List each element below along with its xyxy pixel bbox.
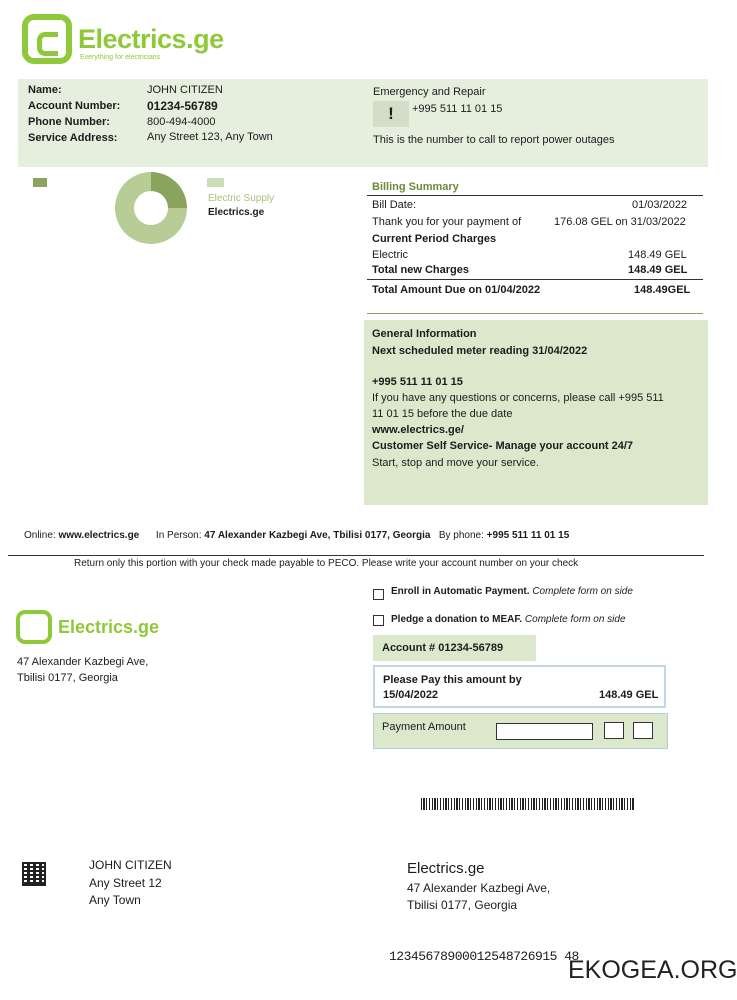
customer-name: JOHN CITIZEN (89, 858, 172, 872)
brand-logo-mark (22, 14, 72, 64)
return-notice: Return only this portion with your check made payable to PECO. Please write your account number on your check (74, 558, 579, 569)
electric-value: 148.49 GEL (628, 249, 687, 261)
emergency-note: This is the number to call to report power outages (373, 134, 615, 146)
autopay-label: Enroll in Automatic Payment. (391, 586, 530, 597)
payment-amount-input[interactable] (496, 723, 593, 740)
donation-checkbox[interactable] (373, 615, 384, 626)
pay-amount-value: 148.49 GEL (599, 689, 659, 701)
self-service: Customer Self Service- Manage your account 24/7 (372, 440, 634, 452)
account-number-value: 01234-56789 (147, 99, 218, 113)
payment-amount-label: Payment Amount (382, 721, 466, 733)
billing-summary-title: Billing Summary (372, 181, 459, 193)
emergency-title: Emergency and Repair (373, 86, 486, 98)
total-new-label: Total new Charges (372, 264, 469, 276)
general-website[interactable]: www.electrics.ge/ (372, 424, 464, 436)
payment-cents-box-2[interactable] (633, 722, 653, 739)
in-person-label: In Person: (155, 530, 202, 541)
service-address-value: Any Street 123, Any Town (147, 131, 273, 143)
stub-brand-name: Electrics.ge (58, 617, 160, 637)
brand-logo (22, 14, 222, 68)
online-label: Online: (24, 530, 56, 541)
customer-street: Any Street 12 (89, 876, 162, 890)
emergency-phone: +995 511 11 01 15 (412, 103, 503, 115)
service-address-label: Service Address: (28, 132, 118, 144)
stub-logo (16, 610, 176, 646)
stub-address-line2: Tbilisi 0177, Georgia (17, 672, 118, 684)
legend-swatch-light (207, 178, 224, 187)
payment-text: Thank you for your payment of (372, 216, 522, 228)
payment-cents-box-1[interactable] (604, 722, 624, 739)
autopay-note: Complete form on side (532, 586, 633, 597)
in-person-value: 47 Alexander Kazbegi Ave, Tbilisi 0177, Georgia (204, 530, 431, 541)
brand-tagline: Everything for electricians (80, 54, 161, 61)
qr-code (22, 862, 46, 886)
supply-provider: Electrics.ge (208, 207, 265, 218)
name-label: Name: (28, 84, 62, 96)
online-value[interactable]: www.electrics.ge (58, 530, 140, 541)
company-address-line1: 47 Alexander Kazbegi Ave, (407, 881, 551, 895)
watermark: EKOGEA.ORG (568, 956, 737, 984)
phone-number-value: 800-494-4000 (147, 116, 216, 128)
payment-value: 176.08 GEL on 31/03/2022 (554, 216, 686, 228)
by-phone-label: By phone: (438, 530, 484, 541)
supply-donut-chart (115, 172, 187, 244)
autopay-checkbox[interactable] (373, 589, 384, 600)
scan-line: 12345678900012548726915 48 (389, 949, 579, 964)
general-info-title: General Information (372, 328, 477, 340)
by-phone-value: +995 511 11 01 15 (486, 530, 570, 541)
exclamation-icon: ! (373, 101, 409, 127)
customer-town: Any Town (89, 893, 141, 907)
electric-label: Electric (372, 249, 409, 261)
company-address-line2: Tbilisi 0177, Georgia (407, 898, 518, 912)
donation-row (391, 614, 626, 625)
bill-date-label: Bill Date: (372, 199, 417, 211)
service-text: Start, stop and move your service. (372, 457, 539, 469)
donation-note: Complete form on side (524, 614, 626, 625)
stub-address-line1: 47 Alexander Kazbegi Ave, (17, 656, 149, 668)
pay-by-label-line2: 15/04/2022 (383, 689, 439, 701)
questions-line1: If you have any questions or concerns, please call +995 511 (372, 392, 664, 404)
meter-reading: Next scheduled meter reading 31/04/2022 (372, 345, 588, 357)
legend-swatch-dark (33, 178, 47, 187)
autopay-row (391, 586, 633, 597)
questions-line2: 11 01 15 before the due date (372, 408, 513, 420)
company-name: Electrics.ge (407, 860, 485, 877)
tear-line (8, 555, 704, 556)
phone-number-label: Phone Number: (28, 116, 110, 128)
pay-by-label-line1: Please Pay this amount by (383, 674, 522, 686)
bill-date-value: 01/03/2022 (632, 199, 688, 211)
contact-line (24, 530, 569, 541)
current-charges-label: Current Period Charges (372, 233, 497, 245)
total-due-label: Total Amount Due on 01/04/2022 (372, 284, 541, 296)
general-phone: +995 511 11 01 15 (372, 376, 463, 388)
total-new-value: 148.49 GEL (628, 264, 688, 276)
pay-amount-box (373, 665, 666, 708)
brand-name: Electrics.ge (78, 24, 224, 54)
name-value: JOHN CITIZEN (147, 84, 223, 96)
donation-label: Pledge a donation to MEAF. (391, 614, 523, 625)
total-due-value: 148.49GEL (634, 284, 691, 296)
stub-account-number: Account # 01234-56789 (382, 642, 504, 654)
account-header-panel (18, 79, 708, 167)
billing-total-rule (367, 279, 703, 280)
billing-bottom-rule (367, 313, 703, 314)
billing-top-rule (367, 195, 703, 196)
account-number-label: Account Number: (28, 100, 121, 112)
postal-barcode (421, 798, 635, 810)
supply-legend-label: Electric Supply (208, 193, 275, 204)
stub-logo-mark (16, 610, 52, 644)
